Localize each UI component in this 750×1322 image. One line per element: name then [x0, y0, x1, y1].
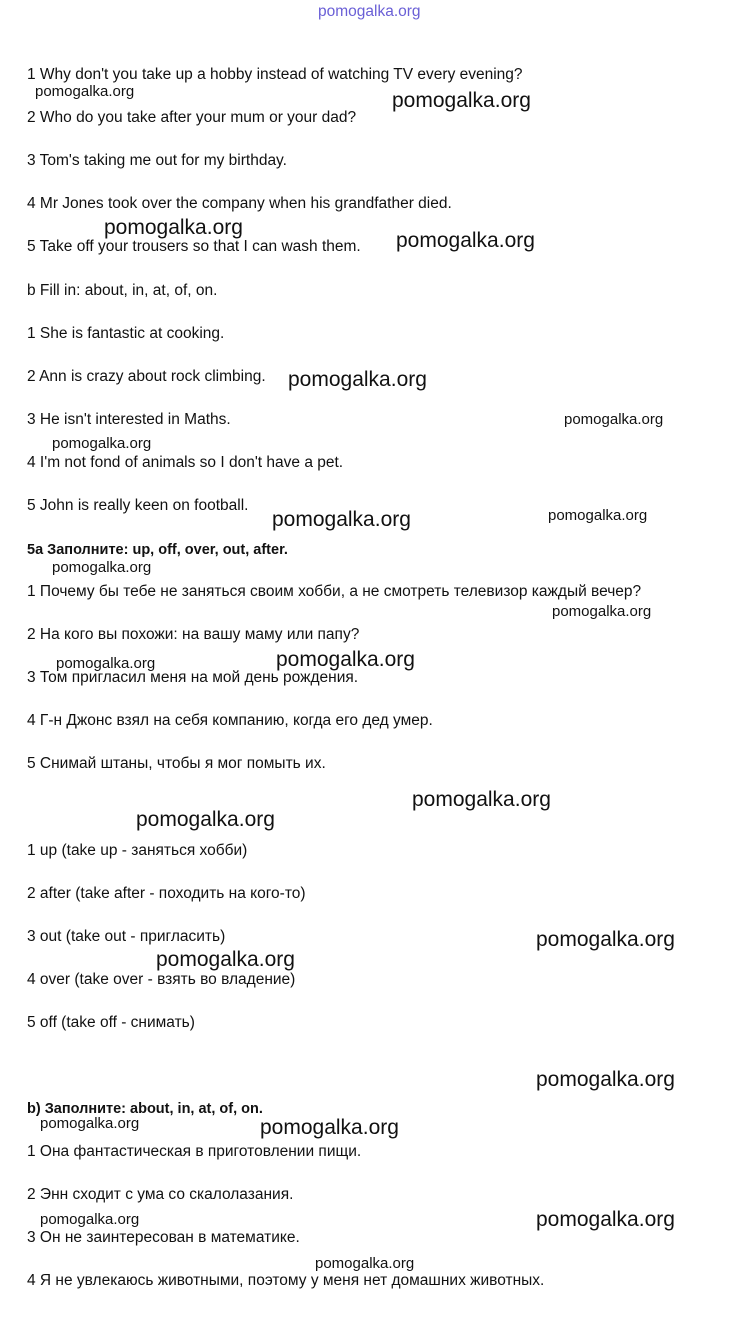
section-b-translation-heading: b) Заполните: about, in, at, of, on.	[27, 1101, 263, 1117]
watermark: pomogalka.org	[536, 928, 675, 951]
watermark: pomogalka.org	[552, 603, 652, 620]
site-header-link[interactable]: pomogalka.org	[318, 3, 421, 20]
b-translation-line-1: 1 Она фантастическая в приготовлении пищи.	[27, 1143, 362, 1160]
fill-in-line-4: 4 I'm not fond of animals so I don't have a pet.	[27, 454, 344, 471]
exercise-line-1: 1 Why don't you take up a hobby instead of watching TV every evening?	[27, 66, 523, 83]
translation-line-3: 3 Том пригласил меня на мой день рождения.	[27, 669, 359, 686]
watermark: pomogalka.org	[548, 507, 648, 524]
answer-line-1: 1 up (take up - заняться хобби)	[27, 842, 248, 859]
answer-line-4: 4 over (take over - взять во владение)	[27, 971, 296, 988]
fill-in-line-5: 5 John is really keen on football.	[27, 497, 249, 514]
watermark: pomogalka.org	[52, 559, 152, 576]
watermark: pomogalka.org	[40, 1115, 140, 1132]
translation-line-1: 1 Почему бы тебе не заняться своим хобби, а не смотреть телевизор каждый вечер?	[27, 583, 642, 600]
translation-line-2: 2 На кого вы похожи: на вашу маму или папу?	[27, 626, 360, 643]
watermark: pomogalka.org	[396, 229, 535, 252]
exercise-line-4: 4 Mr Jones took over the company when his grandfather died.	[27, 195, 452, 212]
answer-line-5: 5 off (take off - снимать)	[27, 1014, 195, 1031]
fill-in-line-2: 2 Ann is crazy about rock climbing.	[27, 368, 266, 385]
watermark: pomogalka.org	[564, 411, 664, 428]
watermark: pomogalka.org	[536, 1068, 675, 1091]
exercise-line-3: 3 Tom's taking me out for my birthday.	[27, 152, 287, 169]
watermark: pomogalka.org	[260, 1116, 399, 1139]
section-5a-heading: 5a Заполните: up, off, over, out, after.	[27, 542, 288, 558]
answer-line-2: 2 after (take after - походить на кого-то)	[27, 885, 306, 902]
exercise-line-5: 5 Take off your trousers so that I can wash them.	[27, 238, 361, 255]
fill-in-line-1: 1 She is fantastic at cooking.	[27, 325, 225, 342]
b-translation-line-2: 2 Энн сходит с ума со скалолазания.	[27, 1186, 294, 1203]
exercise-line-2: 2 Who do you take after your mum or your dad?	[27, 109, 357, 126]
translation-line-4: 4 Г-н Джонс взял на себя компанию, когда его дед умер.	[27, 712, 433, 729]
watermark: pomogalka.org	[40, 1211, 140, 1228]
watermark: pomogalka.org	[276, 648, 415, 671]
translation-line-5: 5 Снимай штаны, чтобы я мог помыть их.	[27, 755, 326, 772]
watermark: pomogalka.org	[272, 508, 411, 531]
b-translation-line-4: 4 Я не увлекаюсь животными, поэтому у меня нет домашних животных.	[27, 1272, 545, 1289]
watermark: pomogalka.org	[104, 216, 243, 239]
section-b-heading: b Fill in: about, in, at, of, on.	[27, 282, 218, 299]
watermark: pomogalka.org	[315, 1255, 415, 1272]
watermark: pomogalka.org	[35, 83, 135, 100]
watermark: pomogalka.org	[52, 435, 152, 452]
watermark: pomogalka.org	[56, 655, 156, 672]
watermark: pomogalka.org	[412, 788, 551, 811]
watermark: pomogalka.org	[136, 808, 275, 831]
watermark: pomogalka.org	[156, 948, 295, 971]
watermark: pomogalka.org	[288, 368, 427, 391]
answer-line-3: 3 out (take out - пригласить)	[27, 928, 226, 945]
watermark: pomogalka.org	[536, 1208, 675, 1231]
fill-in-line-3: 3 He isn't interested in Maths.	[27, 411, 231, 428]
b-translation-line-3: 3 Он не заинтересован в математике.	[27, 1229, 300, 1246]
watermark: pomogalka.org	[392, 89, 531, 112]
